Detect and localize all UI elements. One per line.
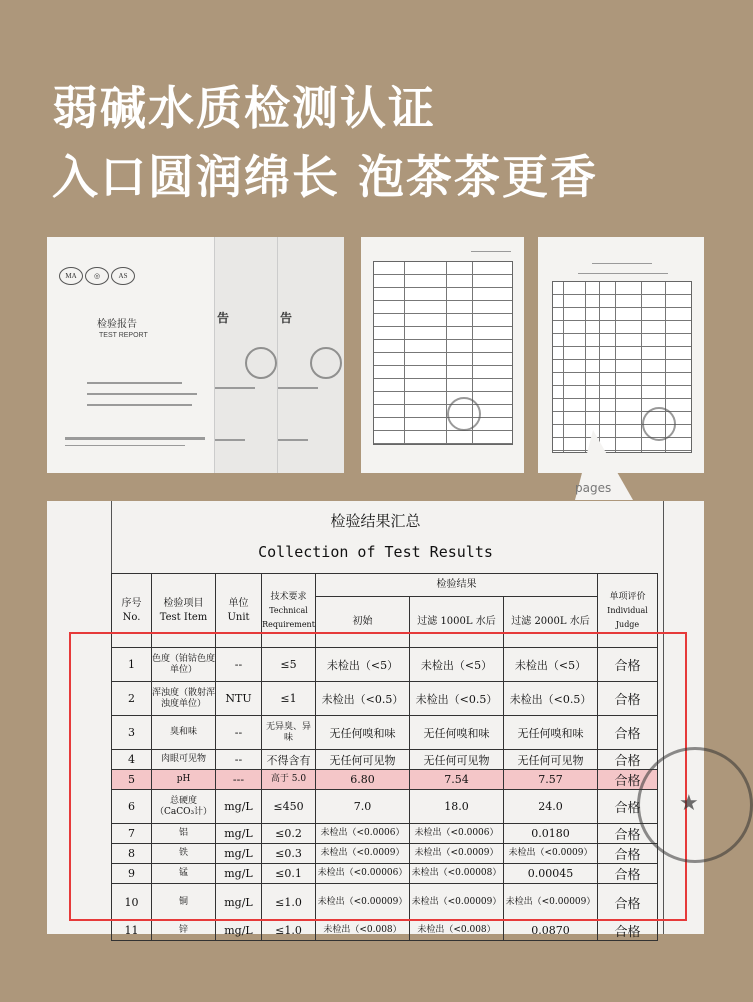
row-test-item: 锰 [152,864,216,884]
row-requirement: ≤0.3 [262,844,316,864]
row-result-1000: 未检出（<0.00008） [410,864,504,884]
page-char: 告 [217,311,230,325]
row-unit: mg/L [216,824,262,844]
row-test-item: 锌 [152,921,216,941]
row-requirement: ≤1.0 [262,921,316,941]
headline-line-2: 入口圆润绵长 泡茶茶更香 [52,150,599,204]
row-result-2000: 0.0870 [504,921,598,941]
row-test-item: 臭和味 [152,716,216,750]
report-subtitle: TEST REPORT [99,332,148,339]
row-number: 1 [112,648,152,682]
row-result-1000: 无任何可见物 [410,750,504,770]
row-result-2000: 未检出（<0.00009） [504,884,598,921]
row-judge: 合格 [598,750,658,770]
row-requirement: ≤1.0 [262,884,316,921]
row-test-item: 铁 [152,844,216,864]
row-result-2000: 0.0180 [504,824,598,844]
pages-fragment: pages [575,481,612,495]
row-requirement: 不得含有 [262,750,316,770]
row-test-item: 铝 [152,824,216,844]
text-line [278,387,318,389]
header-judge: 单项评价 Individual Judge [598,574,658,648]
stamp-icon [245,347,277,379]
page-strip [277,237,344,473]
row-result-initial: 无任何可见物 [316,750,410,770]
info-table [373,261,513,445]
row-requirement: 高于 5.0 [262,770,316,790]
text-line [578,273,668,274]
report-info-thumbnail [361,237,524,473]
row-unit: mg/L [216,921,262,941]
row-result-initial: 未检出（<0.00006） [316,864,410,884]
table-row [112,921,658,941]
row-result-2000: 7.57 [504,770,598,790]
row-result-2000: 无任何可见物 [504,750,598,770]
row-result-initial: 未检出（<0.0006） [316,824,410,844]
text-line [278,439,308,441]
row-result-1000: 未检出（<0.0006） [410,824,504,844]
text-line [215,439,245,441]
row-result-1000: 18.0 [410,790,504,824]
cma-logo-icon: MA [59,267,83,285]
stamp-icon [447,397,481,431]
row-judge: 合格 [598,921,658,941]
row-result-1000: 未检出（<0.0009） [410,844,504,864]
page-strip [214,237,277,473]
row-number: 3 [112,716,152,750]
row-result-2000: 24.0 [504,790,598,824]
row-number: 4 [112,750,152,770]
row-result-initial: 未检出（<0.0009） [316,844,410,864]
row-requirement: ≤450 [262,790,316,824]
table-header-row [112,574,658,597]
row-test-item: 总硬度（CaCO₃计） [152,790,216,824]
row-judge: 合格 [598,790,658,824]
row-unit: mg/L [216,790,262,824]
results-document-zoom [47,481,704,940]
row-number: 2 [112,682,152,716]
row-result-2000: 无任何嗅和味 [504,716,598,750]
row-result-initial: 7.0 [316,790,410,824]
row-unit: NTU [216,682,262,716]
headline-line-1: 弱碱水质检测认证 [52,81,436,135]
text-line [65,445,185,446]
row-number: 8 [112,844,152,864]
row-unit: -- [216,648,262,682]
row-result-2000: 未检出（<0.0009） [504,844,598,864]
row-result-1000: 7.54 [410,770,504,790]
header-sn: 序号 No. [112,574,152,648]
header-item: 检验项目 Test Item [152,574,216,648]
row-unit: mg/L [216,884,262,921]
row-judge: 合格 [598,682,658,716]
row-number: 10 [112,884,152,921]
report-cover-thumbnail [47,237,343,473]
row-result-initial: 6.80 [316,770,410,790]
row-judge: 合格 [598,648,658,682]
row-requirement: ≤1 [262,682,316,716]
row-test-item: 色度（铂钴色度单位） [152,648,216,682]
header-result: 检验结果 [316,574,598,597]
results-title: 检验结果汇总 [330,512,421,530]
row-result-2000: 未检出（<5） [504,648,598,682]
highlight-box [69,632,687,921]
row-number: 9 [112,864,152,884]
row-judge: 合格 [598,716,658,750]
text-line [215,387,255,389]
row-unit: -- [216,750,262,770]
row-number: 7 [112,824,152,844]
row-result-1000: 未检出（<0.5） [410,682,504,716]
row-result-1000: 未检出（<0.00009） [410,884,504,921]
row-judge: 合格 [598,884,658,921]
header-after-1000: 过滤 1000L 水后 [410,597,504,648]
cnas-logo-icon: AS [111,267,135,285]
results-title-english: Collection of Test Results [258,543,493,561]
certification-logo-icon: ◎ [85,267,109,285]
row-number: 5 [112,770,152,790]
header-unit: 单位 Unit [216,574,262,648]
row-unit: mg/L [216,864,262,884]
seal-star-icon: ★ [679,791,699,816]
row-result-initial: 未检出（<5） [316,648,410,682]
row-test-item: pH [152,770,216,790]
row-test-item: 浑浊度（散射浑浊度单位） [152,682,216,716]
row-requirement: 无异臭、异味 [262,716,316,750]
text-line [87,404,192,406]
text-line [65,437,205,440]
row-unit: mg/L [216,844,262,864]
row-result-2000: 未检出（<0.5） [504,682,598,716]
row-result-1000: 未检出（<5） [410,648,504,682]
text-line [592,263,652,264]
text-line [471,251,511,252]
row-result-1000: 无任何嗅和味 [410,716,504,750]
row-number: 6 [112,790,152,824]
row-judge: 合格 [598,824,658,844]
row-result-initial: 未检出（<0.008） [316,921,410,941]
row-result-initial: 未检出（<0.5） [316,682,410,716]
row-requirement: ≤0.2 [262,824,316,844]
row-unit: -- [216,716,262,750]
row-test-item: 铜 [152,884,216,921]
page-char: 告 [280,311,293,325]
header-after-2000: 过滤 2000L 水后 [504,597,598,648]
row-requirement: ≤0.1 [262,864,316,884]
text-line [87,393,197,395]
header-initial: 初始 [316,597,410,648]
row-judge: 合格 [598,844,658,864]
row-judge: 合格 [598,864,658,884]
text-line [87,382,182,384]
row-number: 11 [112,921,152,941]
row-requirement: ≤5 [262,648,316,682]
row-result-initial: 未检出（<0.00009） [316,884,410,921]
stamp-icon [310,347,342,379]
header-requirement: 技术要求 Technical Requirement [262,574,316,648]
row-result-1000: 未检出（<0.008） [410,921,504,941]
report-title: 检验报告 [97,319,137,330]
stamp-icon [642,407,676,441]
row-result-initial: 无任何嗅和味 [316,716,410,750]
row-result-2000: 0.00045 [504,864,598,884]
row-judge: 合格 [598,770,658,790]
row-unit: --- [216,770,262,790]
row-test-item: 肉眼可见物 [152,750,216,770]
